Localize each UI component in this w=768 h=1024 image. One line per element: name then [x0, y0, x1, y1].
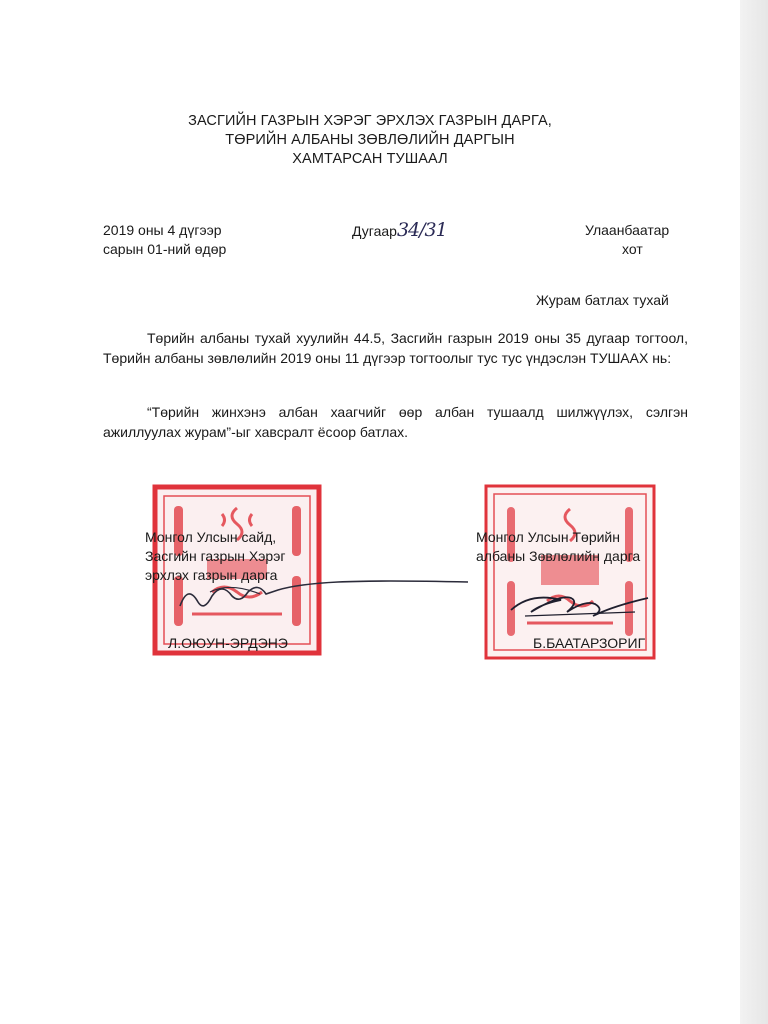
order-date-line-1: 2019 оны 4 дүгээр	[103, 222, 222, 238]
right-signer-title-line-2: албаны Зөвлөлийн дарга	[476, 548, 641, 564]
order-number	[352, 221, 447, 241]
left-signer-title-line-3: эрхлэх газрын дарга	[145, 567, 278, 583]
body-paragraph-1: Төрийн албаны тухай хуулийн 44.5, Засгийн газрын 2019 оны 35 дугаар тогтоол, Төрийн албаны зөвлөлийн 2019 оны 11 дүгээр тогтоолыг тус тус үндэслэн ТУШААХ нь:	[103, 330, 688, 366]
order-number-value: 34/31	[396, 219, 447, 241]
right-signer-name: Б.БААТАРЗОРИГ	[533, 635, 646, 651]
document-heading-line-3: ХАМТАРСАН ТУШААЛ	[292, 151, 448, 167]
order-subject: Журам батлах тухай	[536, 292, 669, 308]
left-signer-title-line-1: Монгол Улсын сайд,	[145, 529, 277, 545]
right-handwritten-signature	[505, 576, 655, 626]
left-signer-name: Л.ОЮУН-ЭРДЭНЭ	[168, 635, 288, 651]
place-line-2: хот	[622, 241, 643, 257]
order-date-line-2: сарын 01-ний өдөр	[103, 241, 227, 257]
scan-page-edge	[740, 0, 768, 1024]
document-heading-line-2: ТӨРИЙН АЛБАНЫ ЗӨВЛӨЛИЙН ДАРГЫН	[225, 132, 515, 148]
order-number-label: Дугаар	[352, 223, 397, 239]
left-handwritten-signature	[170, 572, 470, 622]
document-heading-line-1: ЗАСГИЙН ГАЗРЫН ХЭРЭГ ЭРХЛЭХ ГАЗРЫН ДАРГА,	[188, 113, 552, 129]
body-paragraph-2: “Төрийн жинхэнэ албан хаагчийг өөр албан тушаалд шилжүүлэх, сэлгэн ажиллуулах журам”-ыг хавсралт ёсоор батлах.	[103, 404, 688, 440]
place-line-1: Улаанбаатар	[585, 222, 670, 238]
right-signer-title-line-1: Монгол Улсын Төрийн	[476, 529, 620, 545]
left-signer-title-line-2: Засгийн газрын Хэрэг	[145, 548, 286, 564]
